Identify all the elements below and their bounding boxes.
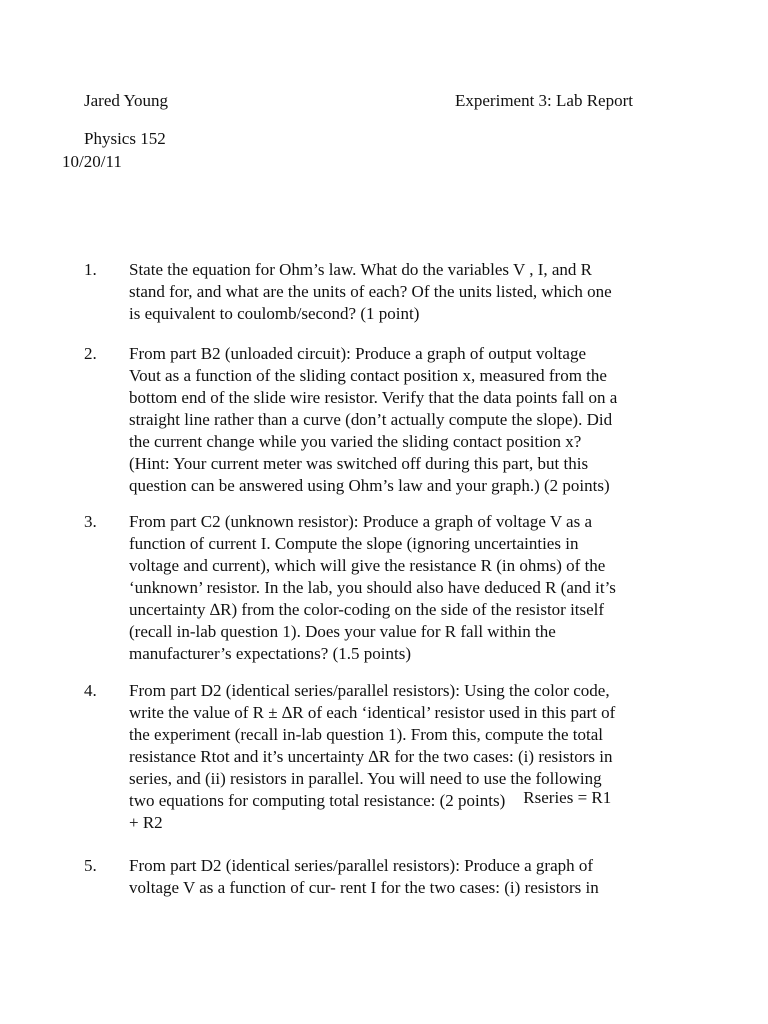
question-text [129,511,669,665]
text-line: resistance Rtot and it’s uncertainty ∆R for the two cases: (i) resistors in [129,747,613,766]
author-name: Jared Young [84,91,169,110]
text-line: function of current I. Compute the slope (ignoring uncertainties in [129,534,579,553]
report-title: Experiment 3: Lab Report [455,91,633,110]
text-line: From part D2 (identical series/parallel resistors): Using the color code, [129,681,610,700]
text-line: + R2 [129,813,163,832]
question-text [129,680,669,834]
report-date: 10/20/11 [62,152,122,171]
text-segment: two equations for computing total resistance: (2 points) [129,791,506,810]
text-line: straight line rather than a curve (don’t actually compute the slope). Did [129,410,613,429]
question-number: 3. [84,512,97,531]
text-line: From part D2 (identical series/parallel resistors): Produce a graph of [129,856,594,875]
text-line: uncertainty ∆R) from the color-coding on the side of the resistor itself [129,600,605,619]
text-line: is equivalent to coulomb/second? (1 point) [129,304,420,323]
question-number: 4. [84,681,97,700]
text-line: write the value of R ± ∆R of each ‘identical’ resistor used in this part of [129,703,616,722]
text-line: From part B2 (unloaded circuit): Produce a graph of output voltage [129,344,586,363]
question-text [129,855,669,899]
question-number: 2. [84,344,97,363]
text-line: series, and (ii) resistors in parallel. You will need to use the following [129,769,602,788]
text-line [129,790,669,812]
equation-text: Rseries = R1 [523,788,612,807]
text-line: the current change while you varied the sliding contact position x? [129,432,582,451]
question-number: 5. [84,856,97,875]
text-line: voltage V as a function of cur- rent I for the two cases: (i) resistors in [129,878,599,897]
text-line: Vout as a function of the sliding contact position x, measured from the [129,366,607,385]
question-text [129,343,669,497]
question-number: 1. [84,260,97,279]
text-line: manufacturer’s expectations? (1.5 points) [129,644,411,663]
course-name: Physics 152 [84,129,166,148]
text-line: stand for, and what are the units of each? Of the units listed, which one [129,282,612,301]
text-line: bottom end of the slide wire resistor. Verify that the data points fall on a [129,388,618,407]
text-line: (Hint: Your current meter was switched off during this part, but this [129,454,589,473]
text-line: question can be answered using Ohm’s law and your graph.) (2 points) [129,476,610,495]
text-line: voltage and current), which will give the resistance R (in ohms) of the [129,556,606,575]
text-line: the experiment (recall in-lab question 1). From this, compute the total [129,725,603,744]
question-text [129,259,669,325]
text-line: (recall in-lab question 1). Does your value for R fall within the [129,622,556,641]
text-line: From part C2 (unknown resistor): Produce a graph of voltage V as a [129,512,593,531]
text-line: ‘unknown’ resistor. In the lab, you should also have deduced R (and it’s [129,578,616,597]
text-line: State the equation for Ohm’s law. What do the variables V , I, and R [129,260,592,279]
